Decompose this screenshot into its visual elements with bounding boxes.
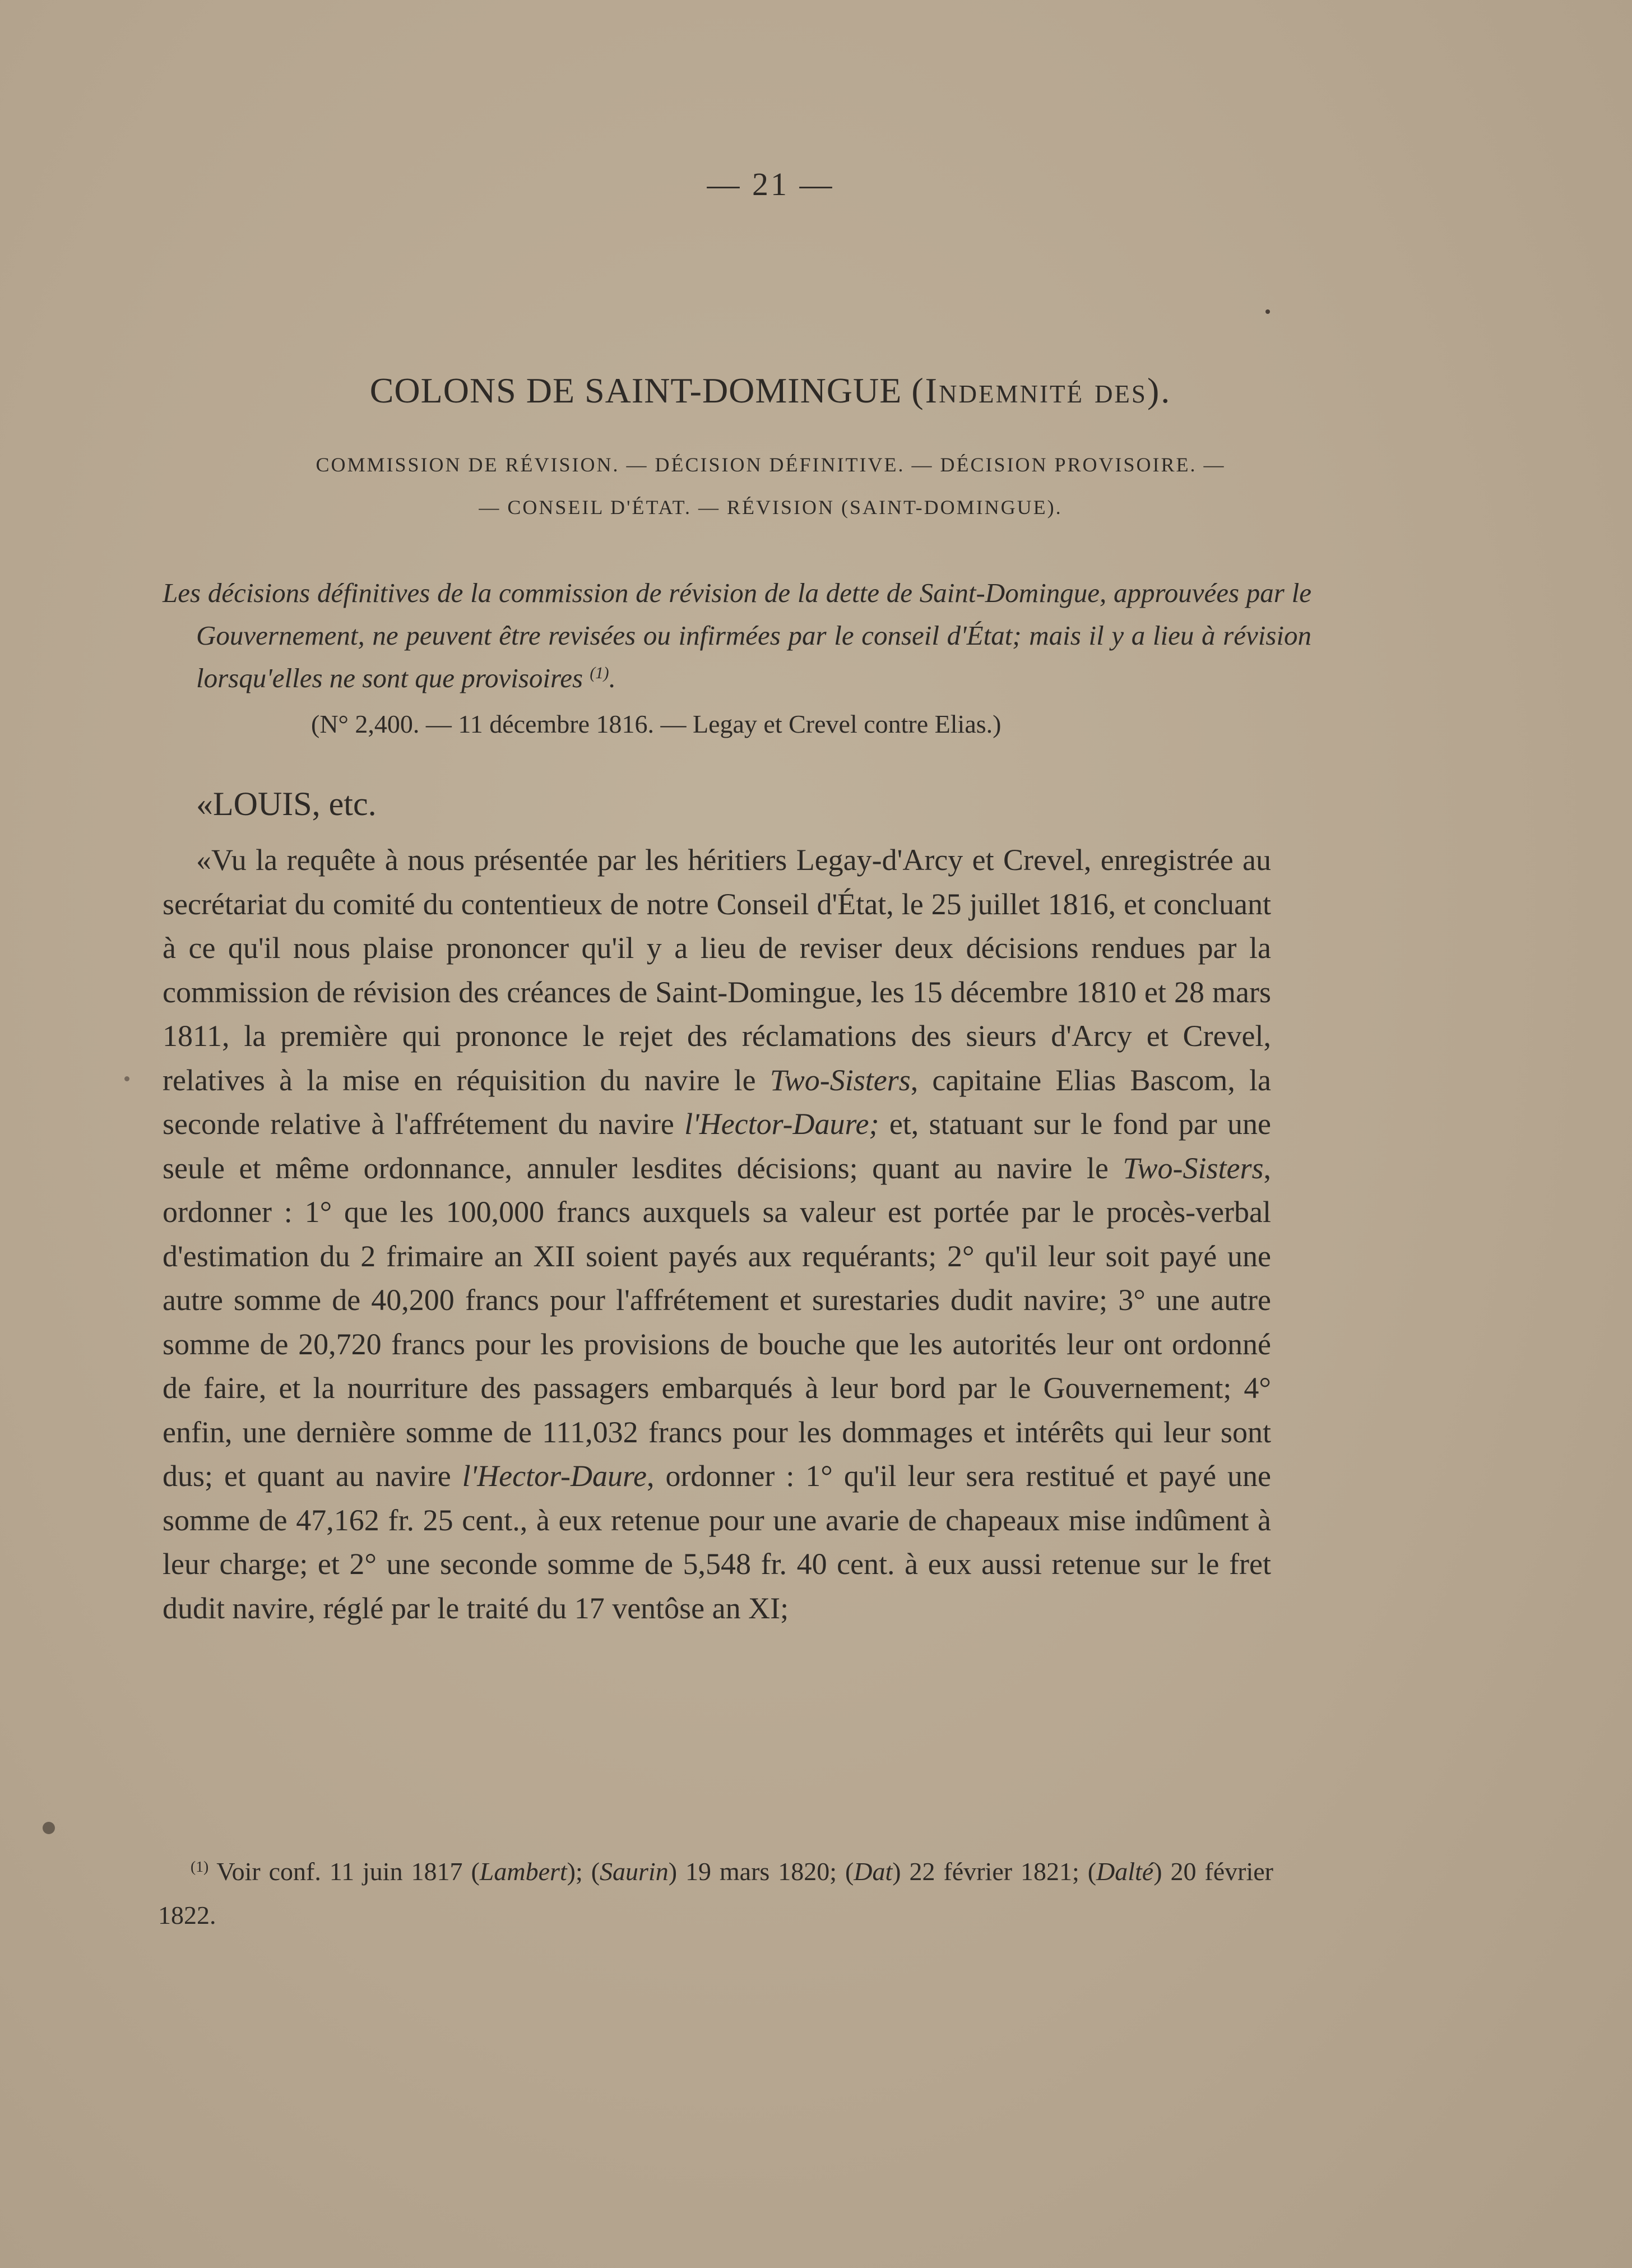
footnote-reference: (1) (590, 664, 609, 682)
case-name: Dat (854, 1857, 893, 1886)
decree-opening: «LOUIS, etc. (196, 785, 377, 822)
heading-main: COLONS DE SAINT-DOMINGUE (369, 371, 902, 410)
body-text: , capitaine Elias Bascom, la seconde relative à l'affrétement du navire (163, 1063, 1272, 1141)
case-name: Saurin (600, 1857, 669, 1886)
case-citation: (N° 2,400. — 11 décembre 1816. — Legay et Crevel contre Elias.) (311, 710, 1002, 738)
decree-body-paragraph (163, 838, 1271, 1630)
keywords-line-1: COMMISSION DE RÉVISION. — DÉCISION DÉFINITIVE. — DÉCISION PROVISOIRE. — (316, 453, 1226, 476)
body-text: «Vu la requête à nous présentée par les héritiers Legay-d'Arcy et Crevel, enregistrée au secrétariat du comité du contentieux de notre Conseil d'État, le 25 juillet 1816, et concluant à ce qu'il nous plaise prononcer qu'il y a lieu de reviser deux décisions rendues par la commission de révision des créances de Saint-Domingue, les 15 décembre 1810 et 28 mars 1811, la première qui prononce le rejet des réclamations des sieurs d'Arcy et Crevel, relatives à la mise en réquisition du navire le (163, 843, 1271, 1097)
ship-name: Two-Sisters (1123, 1151, 1264, 1185)
keywords-line-2: — CONSEIL D'ÉTAT. — RÉVISION (SAINT-DOMINGUE). (479, 496, 1063, 519)
footnote-text: ) 20 février 1822. (158, 1857, 1273, 1929)
summary-text: Les décisions définitives de la commission de révision de la dette de Saint-Domingue, approuvées par le Gouvernement, ne peuvent être revisées ou infirmées par le conseil d'État; mais il y a lieu à révision lorsqu'elles ne sont que provisoires (163, 577, 1311, 693)
footnote-text: ); ( (567, 1857, 600, 1886)
case-name: Lambert (479, 1857, 567, 1886)
ink-speck (1265, 309, 1270, 314)
summary-end: . (609, 663, 616, 693)
footnote-text: ) 22 février 1821; ( (892, 1857, 1097, 1886)
footnote-text: Voir conf. 11 juin 1817 ( (208, 1857, 480, 1886)
case-summary (163, 572, 1311, 700)
ink-speck (124, 1076, 129, 1081)
footnote-text: ) 19 mars 1820; ( (668, 1857, 854, 1886)
body-text: , ordonner : 1° qu'il leur sera restitué et payé une somme de 47,162 fr. 25 cent., à eux retenue pour une avarie de chapeaux mise indûment à leur charge; et 2° une seconde somme de 5,548 fr. 40 cent. à eux aussi retenue sur le fret dudit navire, réglé par le traité du 17 ventôse an XI; (163, 1459, 1271, 1625)
ship-name: l'Hector-Daure (462, 1459, 647, 1493)
ink-speck (43, 1822, 55, 1834)
body-text: , ordonner : 1° que les 100,000 francs auxquels sa valeur est portée par le procès-verbal d'estimation du 2 frimaire an XII soient payés aux requérants; 2° qu'il leur soit payé une autre somme de 40,200 francs pour l'affrétement et surestaries dudit navire; 3° une autre somme de 20,720 francs pour les provisions de bouche que les autorités leur ont ordonné de faire, et la nourriture des passagers embarqués à leur bord par le Gouvernement; 4° enfin, une dernière somme de 111,032 francs pour les dommages et intérêts qui leur sont dus; et quant au navire (163, 1151, 1271, 1493)
heading-paren: (Indemnité des). (911, 371, 1172, 410)
page-number: — 21 — (707, 166, 834, 202)
body-text: et, statuant sur le fond par une seule et même ordonnance, annuler lesdites décisions; quant au navire le (163, 1107, 1271, 1185)
footnote (158, 1850, 1273, 1937)
case-name: Dalté (1096, 1857, 1154, 1886)
footnote-mark: (1) (191, 1857, 209, 1875)
article-heading (0, 370, 1541, 411)
ship-name: Two-Sisters (769, 1063, 911, 1097)
ship-name: l'Hector-Daure; (684, 1107, 879, 1141)
